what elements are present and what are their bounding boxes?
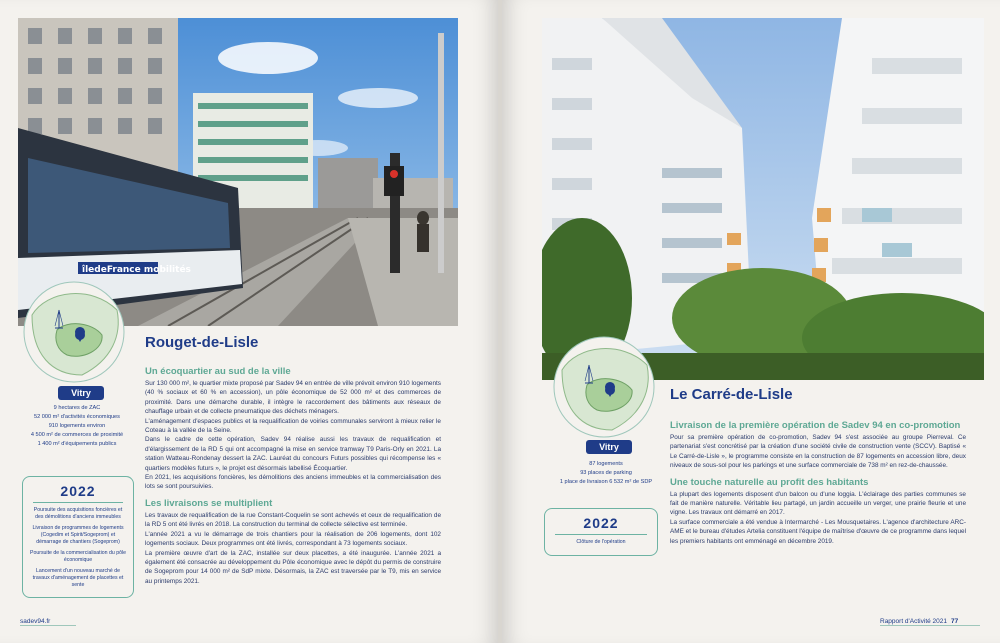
city-badge: Vitry bbox=[58, 386, 104, 400]
footer-rule bbox=[880, 625, 980, 626]
right-page bbox=[502, 0, 1000, 643]
milestone-item: Clôture de l'opération bbox=[576, 539, 626, 545]
paragraph: Sur 130 000 m², le quartier mixte proposé par Sadev 94 en entrée de ville prévoit environ 910 logements (40 % sociaux et 60 % en accession), un pôle économique de 52 000 m² et des commerces de proximité. Dans une démarche durable, il intègre le raccordement des bâtiments aux réseaux de chauffage urbain et de collecte pneumatique des déchets ménagers. bbox=[145, 380, 441, 416]
paragraph: L'aménagement d'espaces publics et la requalification de voiries communales serviront à mieux relier le Coteau à la vallée de la Seine. bbox=[145, 417, 441, 435]
location-map-icon bbox=[552, 335, 657, 440]
paragraph: Dans le cadre de cette opération, Sadev 94 réalise aussi les travaux de requalification et d'élargissement de la RD 5 qui ont accompagné la mise en service tramway T9 Paris-Orly en 2021. La station Watteau-Rondenay dessert la ZAC. Lauréat du concours Futurs possibles qui récompense les « quartiers modèles futurs », le projet est désormais labellisé Écoquartier. bbox=[145, 436, 441, 472]
location-map-icon bbox=[22, 280, 127, 385]
paragraph: La première œuvre d'art de la ZAC, installée sur deux placettes, a été inaugurée. L'année 2021 a également été consacrée au développement du Pôle économique avec le dépôt du permis de construire de Sogeprom pour 14 000 m² de SdP mixte. Désormais, la ZAC est traversée par le T9, mis en service au printemps 2021. bbox=[145, 549, 441, 585]
section-heading: Les livraisons se multiplient bbox=[145, 497, 273, 509]
year-title: 2022 bbox=[583, 515, 619, 531]
year-milestones-box bbox=[22, 476, 134, 598]
left-text-column bbox=[145, 364, 441, 586]
footer-report bbox=[880, 618, 958, 625]
divider bbox=[33, 502, 123, 503]
section-heading: Une touche naturelle au profit des habitants bbox=[670, 476, 869, 488]
section-heading: Un écoquartier au sud de la ville bbox=[145, 366, 291, 377]
paragraph: L'année 2021 a vu le démarrage de trois chantiers pour la réalisation de 206 logements, dont 102 logements sociaux. Deux programmes ont été livrés, correspondant à 73 logements sociaux. bbox=[145, 530, 441, 548]
year-milestones-box bbox=[544, 508, 658, 556]
milestone-item: Lancement d'un nouveau marché de travaux d'aménagement de placettes et sente bbox=[32, 568, 124, 588]
key-figure: 9 hectares de ZAC bbox=[53, 405, 101, 411]
key-figures bbox=[22, 404, 132, 449]
footer-website[interactable]: sadev94.fr bbox=[20, 618, 51, 625]
paragraph: La plupart des logements disposent d'un balcon ou d'une loggia. L'éclairage des parties communes se fait de manière naturelle. Véritable lieu partagé, un jardin accueille un verger, une prairie fleurie et une vigne. Les travaux ont démarré en 2017. bbox=[670, 490, 966, 517]
key-figure: 910 logements environ bbox=[48, 423, 106, 429]
year-title: 2022 bbox=[60, 483, 96, 499]
milestone-item: Livraison de programmes de logements (Cogedim et Spirit/Sogeprom) et démarrage de chantiers (Sogeprom) bbox=[32, 525, 124, 545]
key-figure: 93 places de parking bbox=[580, 470, 632, 476]
project-title: Le Carré-de-Lisle bbox=[670, 386, 793, 403]
key-figure: 52 000 m² d'activités économiques bbox=[34, 414, 120, 420]
paragraph: En 2021, les acquisitions foncières, les démolitions des anciens immeubles et la commercialisation des lots se sont poursuivies. bbox=[145, 474, 441, 491]
footer-label: Rapport d'Activité 2021 bbox=[880, 618, 948, 625]
paragraph: Pour sa première opération de co-promotion, Sadev 94 s'est associée au groupe Pierreval. Ce partenariat s'est concrétisé par la création d'une société civile de construction vente (SCCV). Baptisé « Le Carré-de-Lisle », le programme consiste en la construction de 87 logements en accession libre, deux niveaux de sous-sol pour les parkings et une surface commerciale de 738 m² en rez-de-chaussée. bbox=[670, 434, 966, 470]
paragraph: La surface commerciale a été vendue à Intermarché - Les Mousquetaires. L'agence d'architecture ARC-AME et le bureau d'études Artelia constituent l'équipe de maîtrise d'œuvre de ce programme dans lequel les premiers habitants ont emménagé en décembre 2019. bbox=[670, 518, 966, 545]
key-figure: 4 500 m² de commerces de proximité bbox=[30, 432, 124, 438]
footer-rule bbox=[20, 625, 76, 626]
milestone-item: Poursuite des acquisitions foncières et des démolitions d'anciens immeubles bbox=[33, 507, 123, 520]
page-number: 77 bbox=[951, 618, 959, 625]
key-figure: 1 400 m² d'équipements publics bbox=[37, 441, 117, 447]
project-title: Rouget-de-Lisle bbox=[145, 334, 259, 351]
tram-brand-text: îledeFrance mobilités bbox=[82, 265, 191, 275]
city-badge: Vitry bbox=[586, 440, 632, 454]
paragraph: Les travaux de requalification de la rue Constant-Coquelin se sont achevés et ceux de requalification de la RD 5 ont été livrés en 2018. La construction du terminal de collecte sélective est terminée. bbox=[145, 511, 441, 529]
right-text-column bbox=[670, 418, 966, 546]
section-heading: Livraison de la première opération de Sadev 94 en co-promotion bbox=[670, 420, 961, 431]
milestone-item: Poursuite de la commercialisation du pôle économique bbox=[29, 550, 127, 563]
key-figures bbox=[546, 460, 666, 487]
key-figure: 87 logements bbox=[589, 461, 623, 467]
left-page bbox=[0, 0, 498, 643]
key-figure: 1 place de livraison 6 532 m² de SDP bbox=[559, 479, 653, 485]
divider bbox=[555, 534, 647, 535]
building-photo bbox=[542, 18, 984, 380]
